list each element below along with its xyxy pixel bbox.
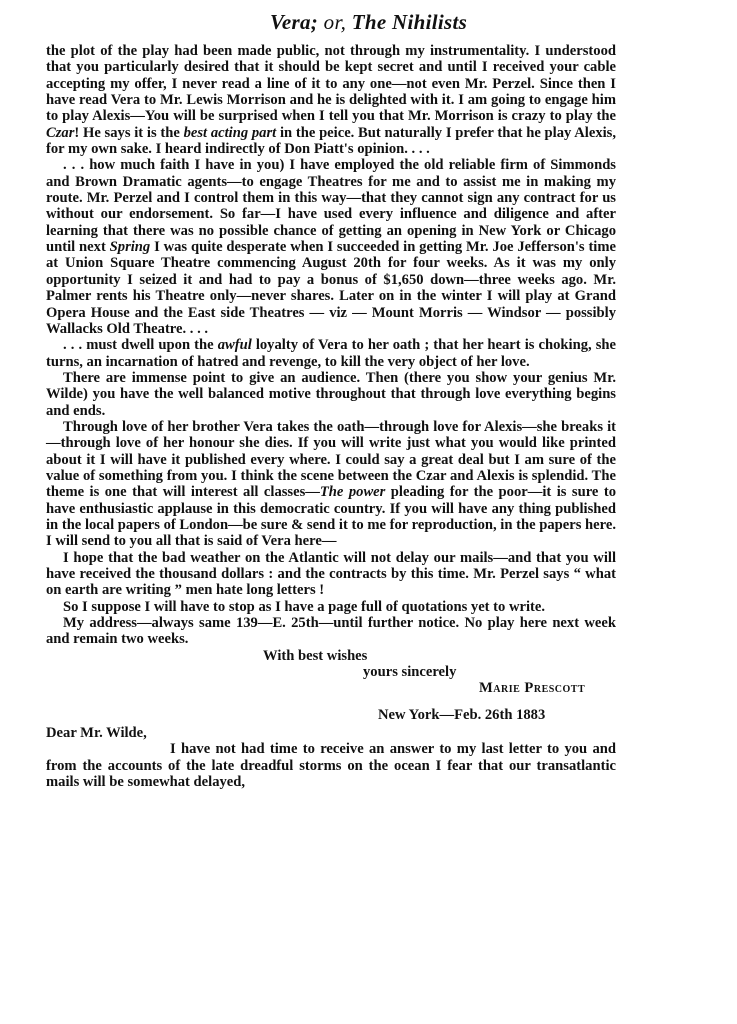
- letter-2-body: I have not had time to receive an answer to my last letter to you and from the accounts of the late dreadful storms on the ocean I fear that our transatlantic mails will be somewhat delayed,: [46, 741, 616, 791]
- text-run: ! He says it is the: [74, 124, 184, 141]
- italic-text: The power: [319, 484, 386, 501]
- text-run: pleading for the poor—it is sure to have enthusiastic applause in this democratic country. If you will have any thing published in the local papers of London—be sure & send it to me for reproduction, in the papers here. I will send to you all that is said of Vera here—: [46, 484, 617, 550]
- italic-text: awful: [217, 337, 252, 354]
- letter-2-salutation: Dear Mr. Wilde,: [46, 725, 147, 742]
- paragraph: [46, 370, 616, 419]
- title-vera: Vera;: [269, 10, 319, 34]
- italic-text: best acting part: [183, 124, 277, 141]
- text-run: in the peice. But naturally I prefer that he play Alexis, for my own sake. I heard indirectly of Don Piatt's opinion. . . .: [46, 124, 617, 158]
- italic-text: Spring: [109, 239, 151, 256]
- text-run: I hope that the bad weather on the Atlantic will not delay our mails—and that you will have received the thousand dollars : and the contracts by this time. Mr. Perzel says “ what on earth are writing ” men hate long letters !: [46, 549, 616, 599]
- text-run: I was quite desperate when I succeeded in getting Mr. Joe Jefferson's time at Union Square Theatre commencing August 20th for four weeks. As it was my only opportunity I seized it and had to pay a bonus of $1,650 down—three weeks ago. Mr. Palmer rents his Theatre only—never shares. Later on in the winter I will play at Grand Opera House and the East side Theatres — viz — Mount Morris — Windsor — possibly Wallacks Old Theatre. . . .: [46, 239, 616, 337]
- text-run: loyalty of Vera to her oath ; that her heart is choking, she turns, an incarnation of hatred and revenge, to kill the very object of her love.: [46, 337, 617, 370]
- paragraph: [46, 43, 616, 157]
- title-or: or,: [318, 10, 352, 34]
- letter-2-dateline: New York—Feb. 26th 1883: [378, 706, 546, 723]
- paragraph: [46, 337, 616, 370]
- text-run: So I suppose I will have to stop as I have a page full of quotations yet to write.: [63, 598, 546, 615]
- text-run: the plot of the play had been made public, not through my instrumentality. I understood that you particularly desired that it should be kept secret and until I received your cable accepting my offer, I never read a line of it to any one—not even Mr. Perzel. Since then I have read Vera to Mr. Lewis Morrison and he is delighted with it. I am going to engage him to play Alexis—You will be surprised when I tell you that Mr. Morrison is crazy to play the: [46, 43, 616, 125]
- title-nihilists: The Nihilists: [351, 10, 468, 34]
- paragraph: [46, 550, 616, 599]
- italic-text: Czar: [46, 124, 75, 141]
- paragraph: [46, 157, 616, 337]
- text-run: There are immense point to give an audience. Then (there you show your genius Mr. Wilde) you have the well balanced motive throughout that through love everything begins and ends.: [46, 369, 616, 419]
- running-title: [0, 10, 737, 35]
- letter-1-body: [46, 43, 616, 648]
- text-run: My address—always same 139—E. 25th—until further notice. No play here next week and remain two weeks.: [46, 615, 616, 648]
- paragraph: [46, 419, 616, 550]
- text-run: . . . how much faith I have in you) I have employed the old reliable firm of Simmonds and Brown Dramatic agents—to engage Theatres for me and to assist me in making my route. Mr. Perzel and I control them in this way—that they cannot sign any contract for us without our endorsement. So far—I have used every influence and diligence and after learning that there was no possible chance of getting an opening in New York or Chicago until next: [46, 157, 616, 256]
- paragraph: [46, 599, 616, 615]
- page-body: [46, 43, 616, 790]
- paragraph: [46, 615, 616, 648]
- text-run: Through love of her brother Vera takes the oath—through love for Alexis—she breaks it—through love of her honour she dies. If you will write just what you would like printed about it I will have it published every where. I could say a great deal but I am sure of the value of something from you. I think the scene between the Czar and Alexis is splendid. The theme is one that will interest all classes—: [46, 418, 616, 501]
- closing-wishes: With best wishes: [263, 647, 368, 664]
- text-run: . . . must dwell upon the: [63, 337, 218, 354]
- closing-sincerely: yours sincerely: [363, 664, 457, 681]
- signature: Marie Prescott: [479, 680, 586, 697]
